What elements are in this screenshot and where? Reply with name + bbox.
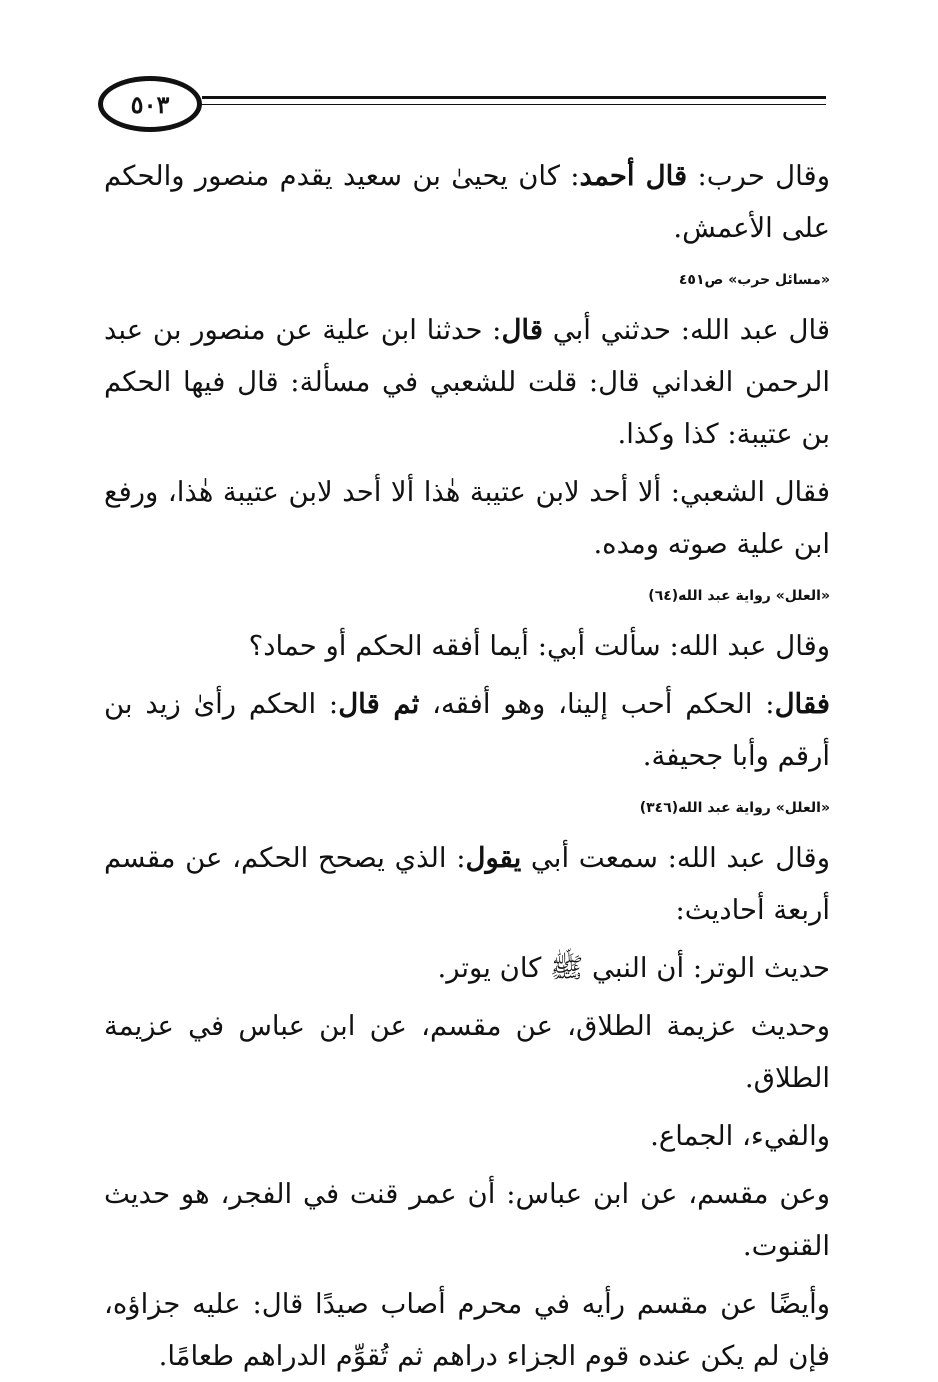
bold-phrase: يقول	[465, 842, 522, 874]
bold-phrase: قال أحمد	[579, 160, 688, 192]
text-paragraph	[104, 1168, 830, 1272]
text-paragraph	[104, 466, 830, 570]
text-run: : حدثنا ابن علية عن منصور بن عبد الرحمن الغداني قال: قلت للشعبي في مسألة: قال فيها الحكم بن عتيبة: كذا وكذا.	[104, 314, 830, 450]
header-rule-thick	[202, 96, 826, 99]
text-run: : الحكم رأىٰ زيد بن أرقم وأبا جحيفة.	[104, 688, 830, 772]
source-citation: «العلل» رواية عبد الله(٦٤)	[648, 588, 830, 604]
source-citation: «العلل» رواية عبد الله(٣٤٦)	[639, 800, 830, 816]
text-run: وقال حرب:	[687, 160, 830, 192]
text-paragraph	[104, 678, 830, 782]
bold-phrase: ثم قال	[338, 688, 420, 720]
text-paragraph	[104, 150, 830, 254]
source-citation: «مسائل حرب» ص٤٥١	[678, 272, 830, 288]
page-number-badge	[98, 76, 202, 132]
text-run: قال عبد الله: حدثني أبي	[542, 314, 830, 346]
text-run: : الحكم أحب إلينا، وهو أفقه،	[419, 688, 775, 720]
text-paragraph	[104, 620, 830, 672]
text-run: وحديث عزيمة الطلاق، عن مقسم، عن ابن عباس في عزيمة الطلاق.	[104, 1010, 830, 1094]
page-header	[98, 74, 826, 138]
text-paragraph	[104, 1110, 830, 1162]
header-rule-thin	[202, 104, 826, 105]
text-run: حديث الوتر: أن النبي ﷺ كان يوتر.	[437, 952, 830, 984]
text-run: وقال عبد الله: سألت أبي: أيما أفقه الحكم أو حماد؟	[248, 630, 830, 662]
text-run: والفيء، الجماع.	[650, 1120, 830, 1152]
text-paragraph	[104, 1000, 830, 1104]
text-run: وقال عبد الله: سمعت أبي	[521, 842, 830, 874]
text-paragraph	[104, 304, 830, 460]
text-paragraph	[104, 1278, 830, 1382]
text-run: : كان يحيىٰ بن سعيد يقدم منصور والحكم على الأعمش.	[104, 160, 830, 244]
text-run: وأيضًا عن مقسم رأيه في محرم أصاب صيدًا قال: عليه جزاؤه، فإن لم يكن عنده قوم الجزاء دراهم ثم تُقوِّم الدراهم طعامًا.	[104, 1288, 830, 1372]
page-body	[104, 150, 830, 1382]
page-number: ٥٠٣	[130, 89, 170, 119]
text-run: : الذي يصحح الحكم، عن مقسم أربعة أحاديث:	[104, 842, 830, 926]
text-run: وعن مقسم، عن ابن عباس: أن عمر قنت في الفجر، هو حديث القنوت.	[104, 1178, 830, 1262]
text-paragraph	[104, 942, 830, 994]
text-paragraph	[104, 832, 830, 936]
bold-phrase: قال	[501, 314, 543, 346]
text-run: فقال الشعبي: ألا أحد لابن عتيبة هٰذا ألا أحد لابن عتيبة هٰذا، ورفع ابن علية صوته ومده.	[104, 476, 830, 560]
bold-phrase: فقال	[774, 688, 830, 720]
